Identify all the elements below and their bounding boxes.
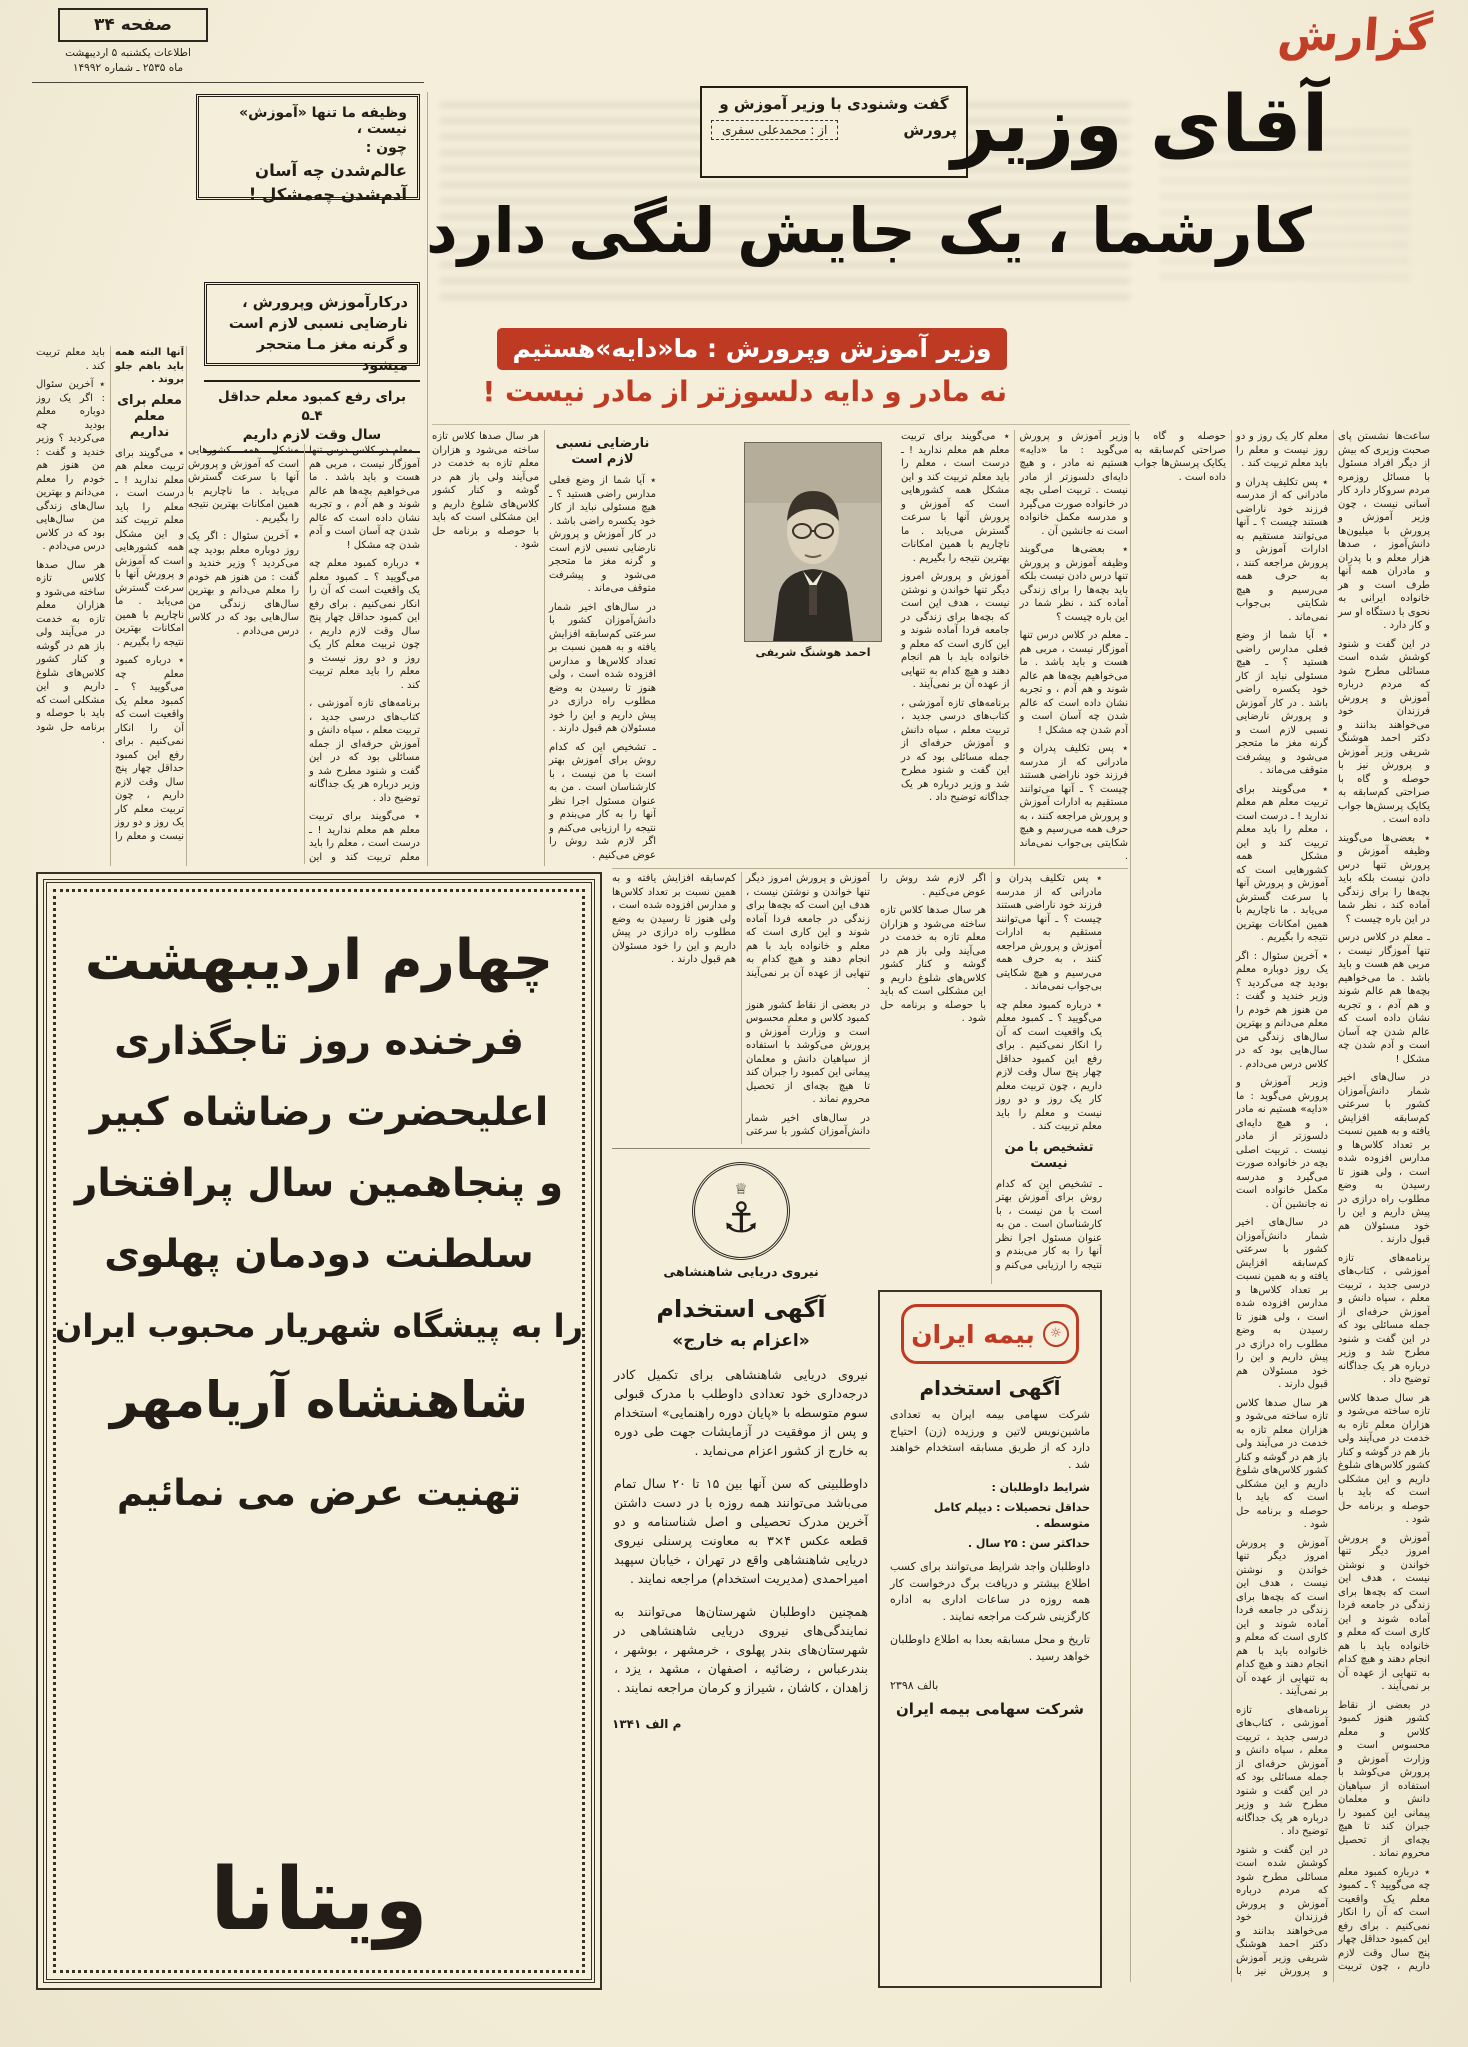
article-paragraph: ٭ درباره کمبود معلم چه می‌گویید ؟ ـ کمبود معلم یک واقعیت است که آن را انکار نمی‌کنیم . برای رفع این کمبود حداقل چهار پنج سال وقت لازم داریم ، چون تربیت معلم کار یک روز و دو روز نیست و معلم را باید معلم تربیت کند . bbox=[1236, 431, 1430, 1972]
vitana-ad-line: چهارم اردیبهشت bbox=[84, 928, 554, 993]
article-paragraph: ٭ پس تکلیف پدران و مادرانی که از مدرسه فرزند خود ناراضی هستند چیست ؟ ـ آنها می‌توانند مستقیم به ادارات آموزش و پرورش مراجعه کنند ، به حرف همه می‌رسیم و هیچ شکایتی بی‌جواب نمی‌ماند . bbox=[996, 873, 1102, 992]
column-divider bbox=[427, 92, 428, 866]
bimeh-ad-paragraph: تاریخ و محل مسابقه بعدا به اطلاع داوطلبان خواهد رسید . bbox=[890, 1633, 1090, 1663]
article-paragraph: آموزش و پرورش امروز دیگر تنها خواندن و نوشتن نیست ، هدف این است که بچه‌ها برای زندگی در جامعه فردا آماده شوند و این کاری است که معلم و خانواده باید با هم انجام دهند و هیچ کدام به تنهایی از عهده آن بر نمی‌آیند . bbox=[1338, 1532, 1430, 1692]
bimeh-iran-logo-text: بیمه ایران bbox=[911, 1319, 1035, 1349]
article-columns-far-left bbox=[36, 346, 184, 866]
article-columns-lower-middle bbox=[880, 872, 1102, 1284]
pullquote-text: آدم‌شدن چه‌مشکل ! bbox=[248, 185, 407, 204]
pullquote-box-teacher-shortage bbox=[204, 380, 420, 453]
navy-ad-reference: م الف ۱۳۴۱ bbox=[612, 1717, 682, 1731]
article-paragraph: هر سال صدها کلاس تازه ساخته می‌شود و هزاران معلم تازه به خدمت در می‌آیند ولی باز هم در گوشه و کنار کشور کلاس‌های شلوغ داریم و این مشکلی است که باید با حوصله و برنامه حل شود . bbox=[880, 905, 986, 1024]
page-number-box: صفحه ۳۴ bbox=[58, 8, 208, 42]
article-columns-middle bbox=[664, 430, 1128, 866]
vitana-ad-line: تهنیت عرض می نمائیم bbox=[116, 1473, 522, 1514]
subhead-banner bbox=[482, 328, 1007, 412]
article-paragraph: ٭ درباره کمبود معلم چه می‌گویید ؟ ـ کمبود معلم یک واقعیت است که آن را انکار نمی‌کنیم . برای رفع این کمبود حداقل چهار پنج سال وقت لازم داریم ، چون تربیت معلم کار یک روز و دو روز نیست و معلم را باید معلم تربیت کند . bbox=[36, 347, 184, 842]
pullquote-text: وظیفه ما تنها «آموزش» نیست ، bbox=[239, 105, 407, 137]
article-paragraph: ٭ می‌گویند برای تربیت معلم هم معلم ندارید ! ـ درست است ، معلم را باید معلم تربیت کند و این مشکل همه کشورهایی است که آموزش و پرورش آنها با سرعت گسترش می‌یابد . ما ناچاریم با همین امکانات بهترین نتیجه را بگیریم . bbox=[188, 445, 420, 863]
pullquote-text: عالم‌شدن چه آسان bbox=[255, 161, 407, 180]
anchor-icon: ⚓ bbox=[722, 1192, 760, 1242]
vitana-ad-line: سلطنت دودمان پهلوی bbox=[104, 1232, 534, 1277]
article-paragraph: وزیر آموزش و پرورش می‌گوید : ما «دایه» هستیم نه مادر ، و هیچ دایه‌ای دلسوزتر از مادر نیست . تربیت اصلی بچه در خانواده صورت می‌گیرد و مدرسه مکمل خانواده است نه جانشین آن . bbox=[1236, 1077, 1328, 1210]
pullquote-text: برای رفع کمبود معلم حداقل ۴ـ۵ bbox=[217, 389, 407, 424]
photo-caption: احمد هوشنگ شریفی bbox=[755, 646, 871, 659]
vitana-ad-line: اعلیحضرت رضاشاه کبیر bbox=[89, 1090, 549, 1135]
article-paragraph: هر سال صدها کلاس تازه ساخته می‌شود و هزاران معلم تازه به خدمت در می‌آیند ولی باز هم در گوشه و کنار کشور کلاس‌های شلوغ داریم و این مشکلی است که باید با حوصله و برنامه حل شود . bbox=[1338, 1392, 1430, 1525]
article-paragraph: آموزش و پرورش امروز دیگر تنها خواندن و نوشتن نیست ، هدف این است که بچه‌ها برای زندگی در جامعه فردا آماده شوند و این کاری است که معلم و خانواده باید با هم انجام دهند و هیچ کدام به تنهایی از عهده آن بر نمی‌آیند . bbox=[1236, 1537, 1328, 1697]
bimeh-iran-logo bbox=[901, 1304, 1079, 1364]
subhead-banner-line-2: نه مادر و دایه دلسوزتر از مادر نیست ! bbox=[482, 375, 1007, 408]
article-paragraph: ٭ می‌گویند برای تربیت معلم هم معلم ندارید ! ـ درست است ، معلم را باید معلم تربیت کند و این مشکل همه کشورهایی است که آموزش و پرورش آنها با سرعت گسترش می‌یابد . ما ناچاریم با همین امکانات بهترین نتیجه را بگیریم . bbox=[1236, 783, 1328, 943]
vitana-brand-logo: ویتانا bbox=[210, 1850, 428, 1950]
vitana-ad-content bbox=[53, 889, 585, 1973]
minister-photo bbox=[744, 442, 882, 642]
bimeh-ad-requirement: حداکثر سن : ۲۵ سال . bbox=[967, 1536, 1090, 1550]
issue-line-1: اطلاعات یکشنبه ۵ اردیبهشت bbox=[65, 47, 191, 59]
section-rule bbox=[612, 1148, 870, 1149]
pullquote-box-duty bbox=[196, 94, 420, 204]
navy-recruitment-ad bbox=[612, 1152, 870, 2004]
article-paragraph: ٭ می‌گویند برای تربیت معلم هم معلم ندارید ! ـ درست است ، معلم را باید معلم تربیت کند و این مشکل همه کشورهایی است که آموزش و پرورش آنها با سرعت گسترش می‌یابد . ما ناچاریم با همین امکانات بهترین نتیجه را بگیریم . bbox=[115, 447, 184, 648]
article-columns-lower-center bbox=[612, 872, 870, 1144]
article-subhead: تشخیص با من نیست bbox=[1004, 1139, 1094, 1171]
article-paragraph: وزیر آموزش و پرورش می‌گوید : ما «دایه» هستیم نه مادر ، و هیچ دایه‌ای دلسوزتر از مادر نیست . تربیت اصلی بچه در خانواده صورت می‌گیرد و مدرسه مکمل خانواده است نه جانشین آن . bbox=[1019, 431, 1128, 537]
article-paragraph: در این گفت و شنود کوشش شده است مسائلی مطرح شود که مردم درباره آموزش و پرورش فرزندان خود می‌خواهند بدانند و دکتر احمد هوشنگ شریفی وزیر آموزش و پرورش نیز با حوصله و گاه با صراحتی کم‌سابقه به یکایک پرسش‌ها جواب داده است . bbox=[1338, 638, 1430, 825]
article-paragraph: ـ معلم در کلاس درس تنها آموزگار نیست ، مربی هم هست و باید باشد . ما می‌خواهیم بچه‌ها هم عالم شوند و هم آدم ، و تجربه نشان داده است که عالم شدن چه آسان است و آدم شدن چه مشکل ! bbox=[1338, 932, 1430, 1065]
article-columns-right bbox=[1134, 430, 1430, 1982]
main-headline-line-2: کارشما ، یک جایش لنگی دارد bbox=[426, 194, 1312, 267]
portrait-illustration bbox=[745, 443, 881, 641]
navy-ad-subtitle: «اعزام به خارج» bbox=[672, 1331, 810, 1351]
article-paragraph: ٭ آیا شما از وضع فعلی مدارس راضی هستید ؟ ـ هیچ مسئولی نباید از کار خود یکسره راضی باشد . در کار آموزش و پرورش نارضایی نسبی لازم است و گرنه مغز ما متحجر می‌شود و پیشرفت متوقف می‌ماند . bbox=[549, 475, 656, 594]
issue-info bbox=[26, 46, 230, 76]
article-paragraph: در این گفت و شنود کوشش شده است مسائلی مطرح شود که مردم درباره آموزش و پرورش فرزندان خود می‌خواهند بدانند و دکتر احمد هوشنگ شریفی وزیر آموزش و پرورش نیز با حوصله و گاه با صراحتی کم‌سابقه به یکایک پرسش‌ها جواب داده است . bbox=[1134, 431, 1328, 1977]
navy-ad-paragraph: داوطلبینی که سن آنها بین ۱۵ تا ۲۰ سال تمام می‌باشد می‌توانند همه روزه با در دست داشتن آخرین مدرک تحصیلی و اصل شناسنامه و دو قطعه عکس ۴×۳ به معاونت پرسنلی نیروی دریایی شاهنشاهی واقع در تهران ، خیابان سپهبد امیراحمدی (مدیریت استخدام) مراجعه نمایند . bbox=[614, 1476, 868, 1586]
byline: از : محمدعلی سفری bbox=[711, 120, 838, 140]
article-paragraph: در سال‌های اخیر شمار دانش‌آموزان کشور با سرعتی کم‌سابقه افزایش یافته و به همین نسبت بر تعداد کلاس‌ها و مدارس افزوده شده است ، ولی هنوز تا رسیدن به وضع مطلوب راه درازی در پیش داریم و این را خود مسئولان هم قبول دارند . bbox=[1236, 1217, 1328, 1390]
vitana-ad-border bbox=[43, 879, 595, 1983]
article-paragraph: هر سال صدها کلاس تازه ساخته می‌شود و هزاران معلم تازه به خدمت در می‌آیند ولی باز هم در گوشه و کنار کشور کلاس‌های شلوغ داریم و این مشکلی است که باید با حوصله و برنامه حل شود . bbox=[36, 559, 105, 746]
section-rule bbox=[432, 424, 1130, 425]
article-paragraph: در بعضی از نقاط کشور هنوز کمبود کلاس و معلم محسوس است و وزارت آموزش و پرورش می‌کوشد با استفاده از سپاهیان دانش و معلمان پیمانی این کمبود را جبران کند تا هیچ بچه‌ای از تحصیل محروم نماند . bbox=[1338, 1699, 1430, 1859]
bimeh-ad-paragraph: داوطلبان واجد شرایط می‌توانند برای کسب اطلاع بیشتر و دریافت برگ درخواست کار همه روزه در ساعات اداری به اداره کارگزینی شرکت مراجعه نمایند . bbox=[890, 1560, 1090, 1623]
article-paragraph: ٭ آخرین سئوال : اگر یک روز دوباره معلم بودید چه می‌کردید ؟ وزیر خندید و گفت : من هنوز هم خودم را معلم می‌دانم و بهترین سال‌های زندگی من سال‌هایی بود که در کلاس درس می‌دادم . bbox=[1236, 950, 1328, 1070]
article-paragraph: در بعضی از نقاط کشور هنوز کمبود کلاس و معلم محسوس است و وزارت آموزش و پرورش می‌کوشد با استفاده از سپاهیان دانش و معلمان پیمانی این کمبود را جبران کند تا هیچ بچه‌ای از تحصیل محروم نماند . bbox=[746, 999, 870, 1105]
article-paragraph: برنامه‌های تازه آموزشی ، کتاب‌های درسی جدید ، تربیت معلم ، سپاه دانش و آموزش حرفه‌ای از جمله مسائلی بود که در این گفت و شنود مطرح شد و وزیر درباره هر یک جداگانه توضیح داد . bbox=[901, 697, 1010, 803]
header-rule bbox=[32, 82, 424, 83]
article-columns-middle-left bbox=[432, 430, 656, 866]
article-subhead: معلم برای معلم نداریم bbox=[117, 392, 182, 440]
subhead-banner-line-1: وزیر آموزش وپرورش : ما«دایه»هستیم bbox=[497, 328, 1007, 370]
vitana-ad-line: شاهنشاه آریامهر bbox=[109, 1371, 529, 1429]
vitana-ad-line: را به پیشگاه شهریار محبوب ایران bbox=[55, 1307, 583, 1345]
kicker-line-2: پرورش bbox=[903, 121, 957, 139]
column-divider bbox=[1130, 430, 1131, 1982]
article-paragraph: ٭ پس تکلیف پدران و مادرانی که از مدرسه فرزند خود ناراضی هستند چیست ؟ ـ آنها می‌توانند مستقیم به ادارات آموزش و پرورش مراجعه کنند ، به حرف همه می‌رسیم و هیچ شکایتی بی‌جواب نمی‌ماند . bbox=[1236, 476, 1328, 623]
article-paragraph: آموزش و پرورش امروز دیگر تنها خواندن و نوشتن نیست ، هدف این است که بچه‌ها برای زندگی در جامعه فردا آماده شوند و این کاری است که معلم و خانواده باید با هم انجام دهند و هیچ کدام به تنهایی از عهده آن بر نمی‌آیند . bbox=[746, 873, 870, 992]
navy-org-name: نیروی دریایی شاهنشاهی bbox=[663, 1264, 819, 1279]
navy-ad-title: آگهی استخدام bbox=[656, 1295, 826, 1323]
navy-ad-paragraph: نیروی دریایی شاهنشاهی برای تکمیل کادر درجه‌داری خود تعدادی داوطلب با مدرک قبولی سوم متوسطه با «پایان دوره راهنمایی» استخدام و پس از موفقیت در آزمایشات جهت طی دوره به خارج از کشور اعزام می‌نماید . bbox=[614, 1367, 868, 1458]
column-divider bbox=[186, 346, 187, 866]
article-lead-line: آنها البته همه باید باهم جلو بروند . bbox=[115, 347, 184, 385]
article-paragraph: ٭ آخرین سئوال : اگر یک روز دوباره معلم بودید چه می‌کردید ؟ وزیر خندید و گفت : من هنوز هم خودم را معلم می‌دانم و بهترین سال‌های زندگی من سال‌هایی بود که در کلاس درس می‌دادم . bbox=[36, 379, 105, 552]
article-paragraph: ٭ پس تکلیف پدران و مادرانی که از مدرسه فرزند خود ناراضی هستند چیست ؟ ـ آنها می‌توانند مستقیم به ادارات آموزش و پرورش مراجعه کنند ، به حرف همه می‌رسیم و هیچ شکایتی بی‌جواب نمی‌ماند . bbox=[1019, 743, 1128, 862]
bimeh-ad-requirements-label: شرایط داوطلبان : bbox=[991, 1481, 1090, 1494]
pullquote-text: چون : bbox=[365, 140, 407, 156]
article-paragraph: برنامه‌های تازه آموزشی ، کتاب‌های درسی جدید ، تربیت معلم ، سپاه دانش و آموزش حرفه‌ای از جمله مسائلی بود که در این گفت و شنود مطرح شد و وزیر درباره هر یک جداگانه توضیح داد . bbox=[1338, 1252, 1430, 1385]
article-columns-left bbox=[188, 444, 420, 864]
article-paragraph: ٭ آیا شما از وضع فعلی مدارس راضی هستید ؟ ـ هیچ مسئولی نباید از کار خود یکسره راضی باشد . در کار آموزش و پرورش نارضایی نسبی لازم است و گرنه مغز ما متحجر می‌شود و پیشرفت متوقف می‌ماند . bbox=[1236, 630, 1328, 776]
article-paragraph: ٭ می‌گویند برای تربیت معلم هم معلم ندارید ! ـ درست است ، معلم را باید معلم تربیت کند و این مشکل همه کشورهایی است که آموزش و پرورش آنها با سرعت گسترش می‌یابد . ما ناچاریم با همین امکانات بهترین نتیجه را بگیریم . bbox=[901, 431, 1010, 564]
article-paragraph: در سال‌های اخیر شمار دانش‌آموزان کشور با سرعتی کم‌سابقه افزایش یافته و به همین نسبت بر تعداد کلاس‌ها و مدارس افزوده شده است ، ولی هنوز تا رسیدن به وضع مطلوب راه درازی در پیش داریم و این را خود مسئولان هم قبول دارند . bbox=[549, 601, 656, 734]
article-paragraph: برنامه‌های تازه آموزشی ، کتاب‌های درسی جدید ، تربیت معلم ، سپاه دانش و آموزش حرفه‌ای از جمله مسائلی بود که در این گفت و شنود مطرح شد و وزیر درباره هر یک جداگانه توضیح داد . bbox=[309, 698, 420, 804]
vitana-ad-line: و پنجاهمین سال پرافتخار bbox=[74, 1161, 564, 1206]
bimeh-ad-reference: بالف ۲۳۹۸ bbox=[890, 1679, 939, 1692]
article-paragraph: ٭ آخرین سئوال : اگر یک روز دوباره معلم بودید چه می‌کردید ؟ وزیر خندید و گفت : من هنوز هم خودم را معلم می‌دانم و بهترین سال‌های زندگی من سال‌هایی بود که در کلاس درس می‌دادم . bbox=[188, 531, 299, 637]
article-paragraph: در سال‌های اخیر شمار دانش‌آموزان کشور با سرعتی کم‌سابقه افزایش یافته و به همین نسبت بر تعداد کلاس‌ها و مدارس افزوده شده است ، ولی هنوز تا رسیدن به وضع مطلوب راه درازی در پیش داریم و این را خود مسئولان هم قبول دارند . bbox=[1338, 1072, 1430, 1245]
article-subhead: نارضایی نسبی لازم است bbox=[555, 436, 650, 467]
article-paragraph: ساعت‌ها نشستن پای صحبت وزیری که بیش از دیگر افراد مسئول با مسائل روزمره مردم سروکار دارد کار آسانی نیست ، چون وزیر آموزش و پرورش با میلیون‌ها دانش‌آموز ، صدها هزار معلم و با پدران و مادران همه آنها طرف است و هر خانواده ایرانی به نحوی با دستگاه او سر و کار دارد . bbox=[1338, 431, 1430, 631]
bimeh-iran-logo-icon: ☼ bbox=[1043, 1321, 1069, 1347]
article-paragraph: ـ تشخیص این که کدام روش برای آموزش بهتر است با من نیست ، با کارشناسان است . من به عنوان مسئول اجرا نظر آنها را به کار می‌بندم و نتیجه را ارزیابی می‌کنم و اگر لازم شد روش را عوض می‌کنیم . bbox=[880, 873, 1102, 1271]
article-paragraph: ـ معلم در کلاس درس تنها آموزگار نیست ، مربی هم هست و باید باشد . ما می‌خواهیم بچه‌ها هم عالم شوند و هم آدم ، و تجربه نشان داده است که عالم شدن چه آسان است و آدم شدن چه مشکل ! bbox=[309, 445, 420, 551]
article-paragraph: ٭ بعضی‌ها می‌گویند وظیفه آموزش و پرورش تنها درس دادن نیست بلکه باید بچه‌ها را برای زندگی آماده کند ، نظر شما در این باره چیست ؟ bbox=[1338, 832, 1430, 925]
crown-icon: ♕ bbox=[734, 1179, 748, 1198]
article-paragraph: ٭ درباره کمبود معلم چه می‌گویید ؟ ـ کمبود معلم یک واقعیت است که آن را انکار نمی‌کنیم . برای رفع این کمبود حداقل چهار پنج سال وقت لازم داریم ، چون تربیت معلم کار یک روز و دو روز نیست و معلم را باید معلم تربیت کند . bbox=[996, 999, 1102, 1132]
article-paragraph: ٭ درباره کمبود معلم چه می‌گویید ؟ ـ کمبود معلم یک واقعیت است که آن را انکار نمی‌کنیم . برای رفع این کمبود حداقل چهار پنج سال وقت لازم داریم ، چون تربیت معلم کار یک روز و دو روز نیست و معلم را باید معلم تربیت کند . bbox=[309, 558, 420, 691]
bimeh-ad-title: آگهی استخدام bbox=[919, 1376, 1061, 1400]
article-paragraph: ٭ بعضی‌ها می‌گویند وظیفه آموزش و پرورش تنها درس دادن نیست بلکه باید بچه‌ها را برای زندگی آماده کند ، نظر شما در این باره چیست ؟ bbox=[1019, 544, 1128, 623]
issue-line-2: ماه ۲۵۳۵ ـ شماره ۱۴۹۹۲ bbox=[72, 62, 184, 74]
kicker-box bbox=[700, 86, 968, 178]
bimeh-ad-paragraph: شرکت سهامی بیمه ایران به تعدادی ماشین‌نویس لاتین و ورزیده (زن) احتیاج دارد که از طریق مسابقه استخدام خواهند شد . bbox=[890, 1408, 1090, 1471]
pullquote-box-dissatisfaction: درکارآموزش وپرورش ، نارضایی نسبی لازم است و گرنه مغز مـا متحجر میشود bbox=[204, 282, 420, 366]
minister-photo-block bbox=[744, 442, 882, 676]
article-paragraph: در سال‌های اخیر شمار دانش‌آموزان کشور با سرعتی کم‌سابقه افزایش یافته و به همین نسبت بر تعداد کلاس‌ها و مدارس افزوده شده است ، ولی هنوز تا رسیدن به وضع مطلوب راه درازی در پیش داریم و این را خود مسئولان هم قبول دارند . bbox=[612, 873, 870, 1137]
article-paragraph: هر سال صدها کلاس تازه ساخته می‌شود و هزاران معلم تازه به خدمت در می‌آیند ولی باز هم در گوشه و کنار کشور کلاس‌های شلوغ داریم و این مشکلی است که باید با حوصله و برنامه حل شود . bbox=[432, 431, 539, 550]
bimeh-ad-requirement: حداقل تحصیلات : دیپلم کامل متوسطه . bbox=[933, 1500, 1090, 1530]
bimeh-iran-ad bbox=[878, 1290, 1102, 1988]
article-paragraph: آموزش و پرورش امروز دیگر تنها خواندن و نوشتن نیست ، هدف این است که بچه‌ها برای زندگی در جامعه فردا آماده شوند و این کاری است که معلم و خانواده باید با هم انجام دهند و هیچ کدام به تنهایی از عهده آن بر نمی‌آیند . bbox=[901, 571, 1010, 690]
main-headline-line-1: آقای وزیر bbox=[951, 80, 1329, 170]
navy-ad-paragraph: همچنین داوطلبان شهرستان‌ها می‌توانند به نمایندگی‌های نیروی دریایی شاهنشاهی در شهرستان‌های بندر پهلوی ، خرمشهر ، بوشهر ، بندرعباس ، رضائیه ، اصفهان ، مشهد ، یزد ، زاهدان ، کاشان ، شیراز و کرمان مراجعه نمایند . bbox=[614, 1604, 868, 1695]
navy-emblem-icon bbox=[692, 1162, 790, 1260]
article-paragraph: ـ تشخیص این که کدام روش برای آموزش بهتر است با من نیست ، با کارشناسان است . من به عنوان مسئول اجرا نظر آنها را به کار می‌بندم و نتیجه را ارزیابی می‌کنم و اگر لازم شد روش را عوض می‌کنیم . bbox=[549, 741, 656, 861]
section-label: گزارش bbox=[1276, 10, 1434, 61]
section-rule bbox=[612, 868, 1128, 869]
bimeh-ad-signature: شرکت سهامی بیمه ایران bbox=[895, 1700, 1085, 1718]
article-paragraph: برنامه‌های تازه آموزشی ، کتاب‌های درسی جدید ، تربیت معلم ، سپاه دانش و آموزش حرفه‌ای از جمله مسائلی بود که در این گفت و شنود مطرح شد و وزیر درباره هر یک جداگانه توضیح داد . bbox=[1236, 1704, 1328, 1837]
kicker-line-1: گفت وشنودی با وزیر آموزش و bbox=[719, 95, 949, 113]
pullquote-text: سال وقت لازم داریم bbox=[242, 427, 382, 443]
vitana-ad bbox=[36, 872, 602, 1990]
vitana-ad-line: فرخنده روز تاجگذاری bbox=[114, 1019, 524, 1064]
article-paragraph: ـ معلم در کلاس درس تنها آموزگار نیست ، مربی هم هست و باید باشد . ما می‌خواهیم بچه‌ها هم عالم شوند و هم آدم ، و تجربه نشان داده است که عالم شدن چه آسان است و آدم شدن چه مشکل ! bbox=[1019, 630, 1128, 736]
article-paragraph: هر سال صدها کلاس تازه ساخته می‌شود و هزاران معلم تازه به خدمت در می‌آیند ولی باز هم در گوشه و کنار کشور کلاس‌های شلوغ داریم و این مشکلی است که باید با حوصله و برنامه حل شود . bbox=[1236, 1397, 1328, 1530]
